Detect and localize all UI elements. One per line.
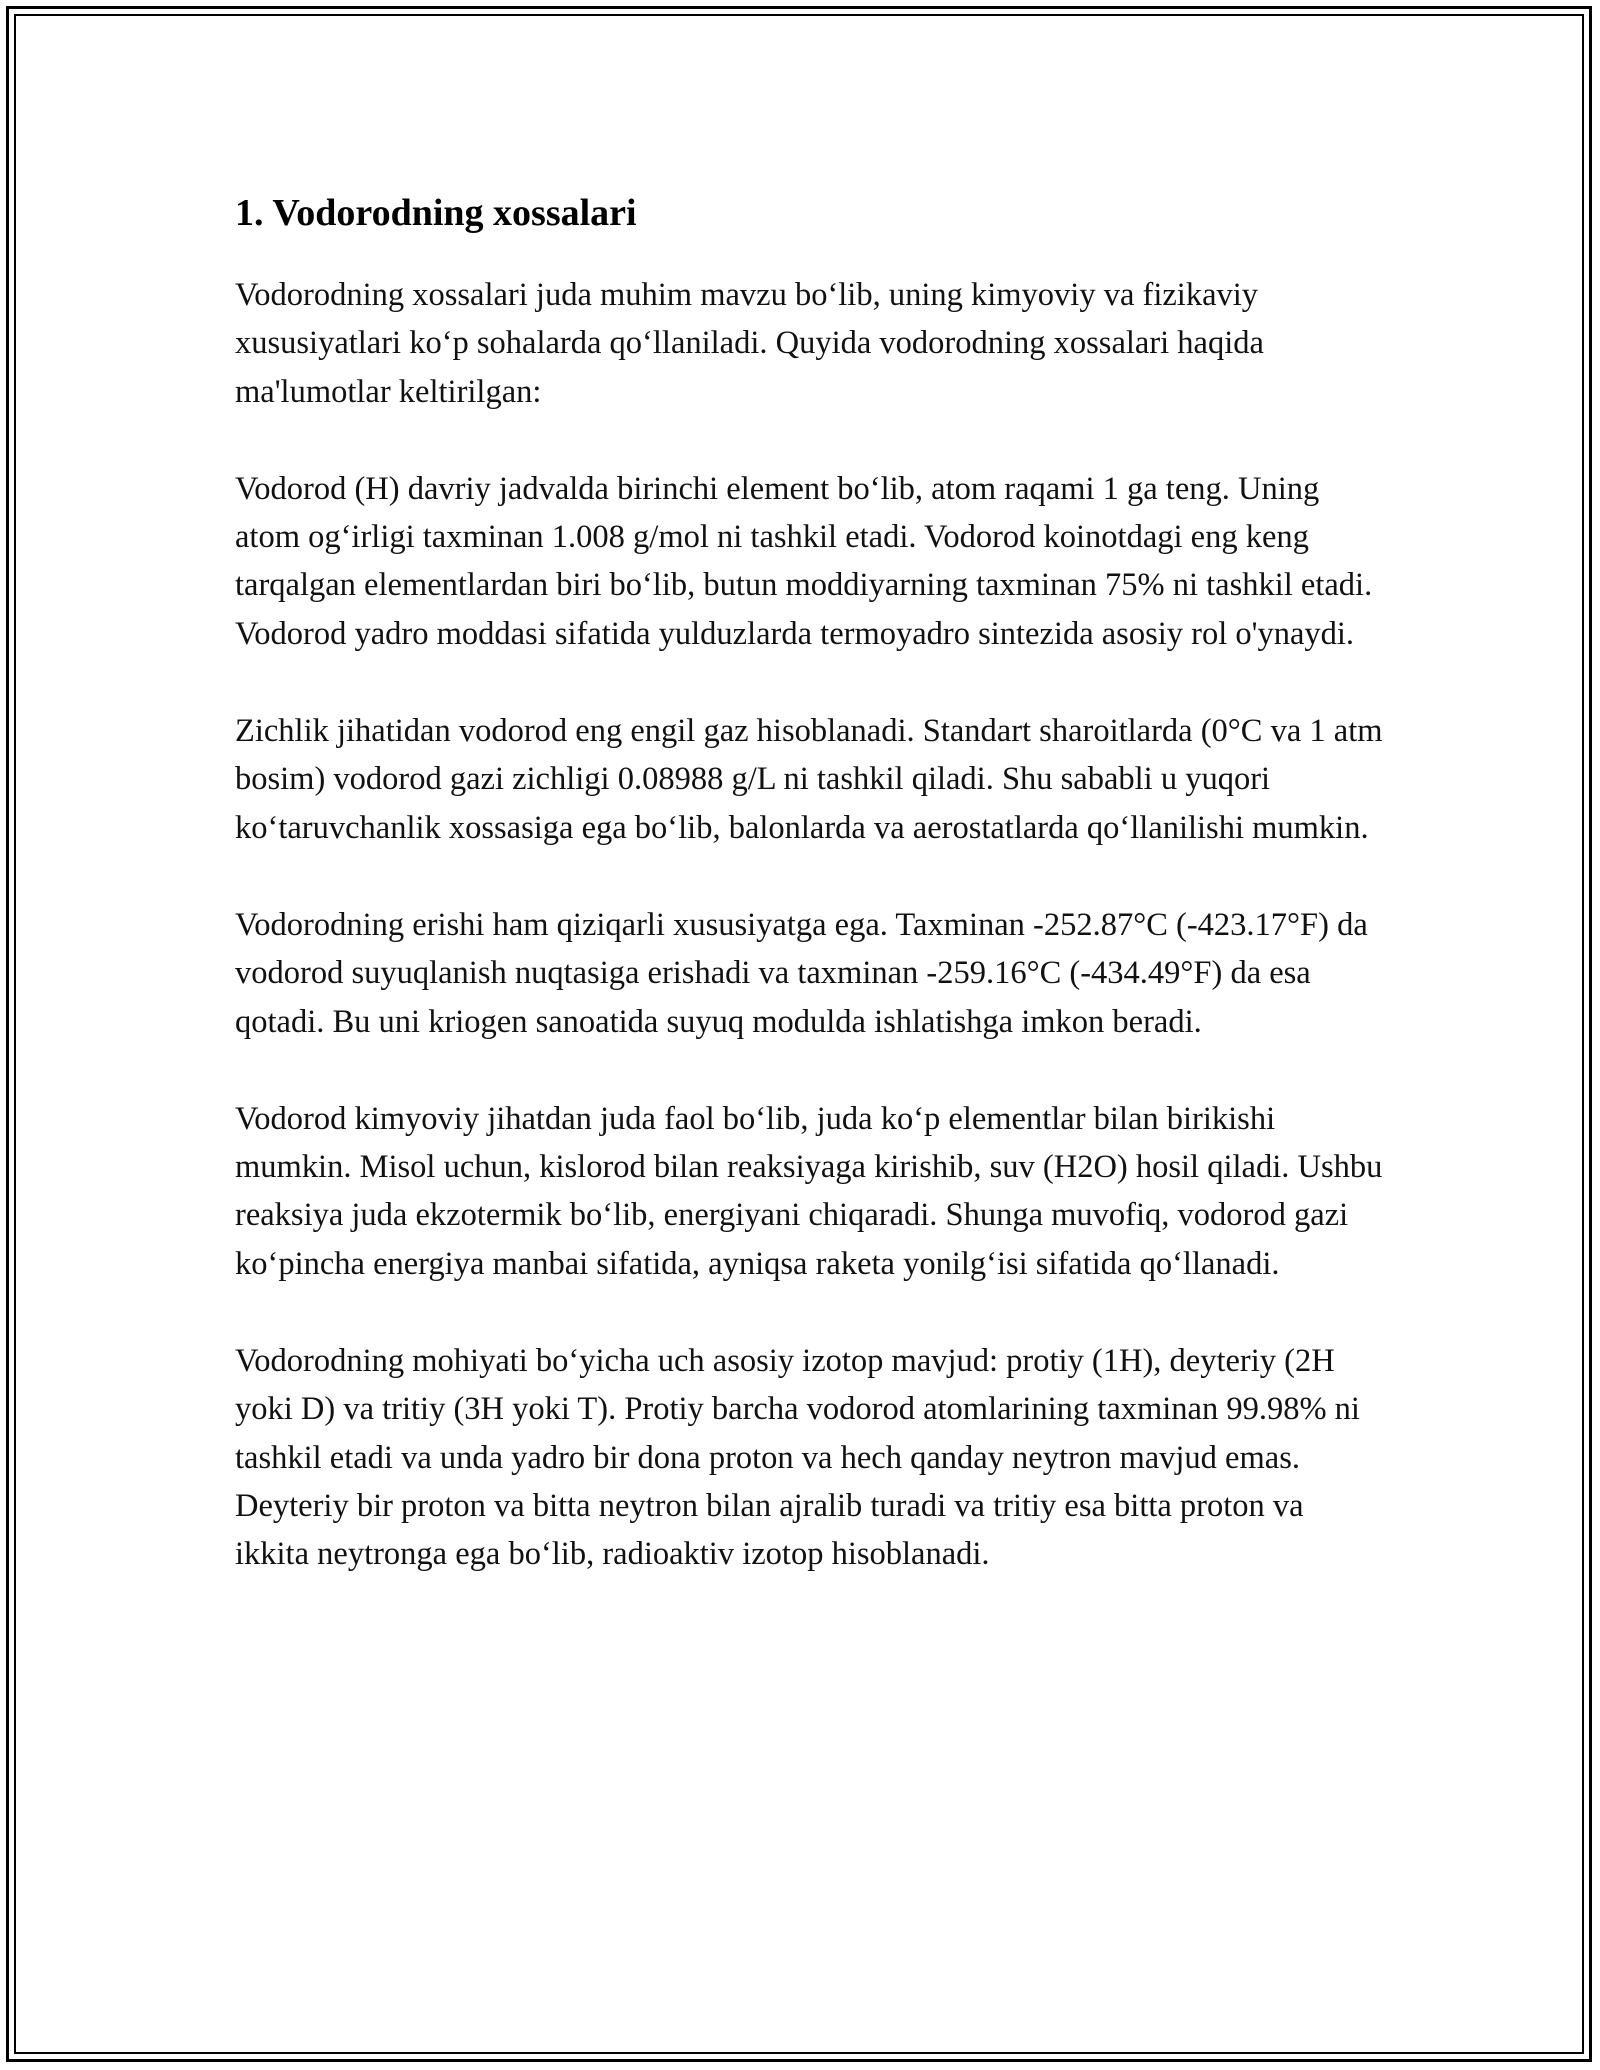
paragraph-atomic-properties: Vodorod (H) davriy jadvalda birinchi element bo‘lib, atom raqami 1 ga teng. Uning atom og‘irligi taxminan 1.008 g/mol ni tashkil etadi. Vodorod koinotdagi eng keng tarqalgan elementlardan biri bo‘lib, butun moddiyarning taxminan 75% ni tashkil etadi. Vodorod yadro moddasi sifatida yulduzlarda termoyadro sintezida asosiy rol o'ynaydi. bbox=[235, 470, 1373, 652]
paragraph-isotopes: Vodorodning mohiyati bo‘yicha uch asosiy izotop mavjud: protiy (1H), deyteriy (2H yoki D) va tritiy (3H yoki T). Protiy barcha vodorod atomlarining taxminan 99.98% ni tashkil etadi va unda yadro bir dona proton va hech qanday neytron mavjud emas. Deyteriy bir proton va bitta neytron bilan ajralib turadi va tritiy esa bitta proton va ikkita neytronga ega bo‘lib, radioaktiv izotop hisoblanadi. bbox=[235, 1343, 1360, 1573]
paragraph-melting-point: Vodorodning erishi ham qiziqarli xususiyatga ega. Taxminan -252.87°C (-423.17°F) da vodorod suyuqlanish nuqtasiga erishadi va taxminan -259.16°C (-434.49°F) da esa qotadi. Bu uni kriogen sanoatida suyuq modulda ishlatishga imkon beradi. bbox=[235, 906, 1368, 1040]
document-body bbox=[235, 185, 1385, 1579]
section-heading: 1. Vodorodning xossalari bbox=[235, 192, 637, 234]
paragraph-density: Zichlik jihatidan vodorod eng engil gaz hisoblanadi. Standart sharoitlarda (0°C va 1 atm bosim) vodorod gazi zichligi 0.08988 g/L ni tashkil qiladi. Shu sababli u yuqori ko‘taruvchanlik xossasiga ega bo‘lib, balonlarda va aerostatlarda qo‘llanilishi mumkin. bbox=[235, 713, 1383, 846]
paragraph-chemical-activity: Vodorod kimyoviy jihatdan juda faol bo‘lib, juda ko‘p elementlar bilan birikishi mumkin. Misol uchun, kislorod bilan reaksiyaga kirishib, suv (H2O) hosil qiladi. Ushbu reaksiya juda ekzotermik bo‘lib, energiyani chiqaradi. Shunga muvofiq, vodorod gazi ko‘pincha energiya manbai sifatida, ayniqsa raketa yonilg‘isi sifatida qo‘llanadi. bbox=[235, 1100, 1383, 1282]
paragraph-intro: Vodorodning xossalari juda muhim mavzu bo‘lib, uning kimyoviy va fizikaviy xususiyatlari ko‘p sohalarda qo‘llaniladi. Quyida vodorodning xossalari haqida ma'lumotlar keltirilgan: bbox=[235, 277, 1264, 410]
